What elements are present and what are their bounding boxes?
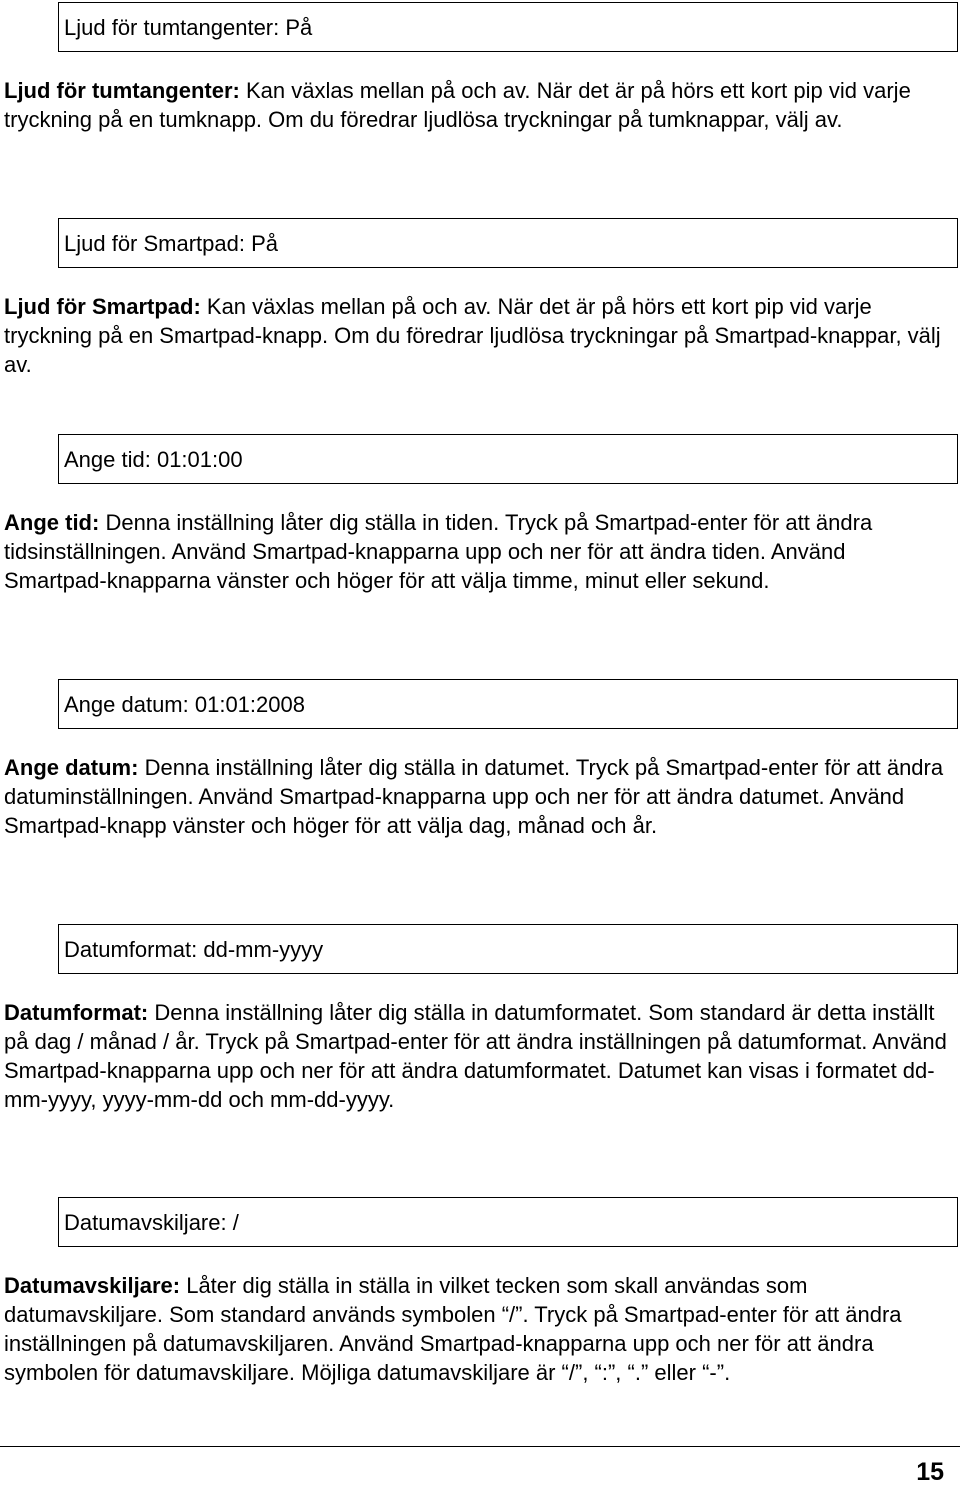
term-date-format: Datumformat:: [4, 1000, 149, 1025]
text-date-separator: Låter dig ställa in ställa in vilket tecken som skall användas som datumavskiljare. Som standard används symbolen “/”. Tryck på Smartpad-enter för att ändra inställningen på datumavskiljaren. Använd Smartpad-knapparna upp och ner för att ändra symbolen för datumavskiljare. Möjliga datumavskiljare är “/”, “:”, “.” eller “-”.: [4, 1273, 902, 1385]
description-smartpad-sound: [4, 292, 954, 379]
term-set-time: Ange tid:: [4, 510, 100, 535]
term-smartpad-sound: Ljud för Smartpad:: [4, 294, 201, 319]
footer-rule: [0, 1446, 960, 1447]
term-set-date: Ange datum:: [4, 755, 139, 780]
term-date-separator: Datumavskiljare:: [4, 1273, 181, 1298]
text-set-date: Denna inställning låter dig ställa in datumet. Tryck på Smartpad-enter för att ändra datuminställningen. Använd Smartpad-knapparna upp och ner för att ändra datumet. Använd Smartpad-knapp vänster och höger för att välja dag, månad och år.: [4, 755, 944, 838]
text-set-time: Denna inställning låter dig ställa in tiden. Tryck på Smartpad-enter för att ändra tidsinställningen. Använd Smartpad-knapparna upp och ner för att ändra tiden. Använd Smartpad-knapparna vänster och höger för att välja timme, minut eller sekund.: [4, 510, 873, 593]
setting-box-smartpad-sound: Ljud för Smartpad: På: [58, 218, 958, 268]
text-smartpad-sound: Kan växlas mellan på och av. När det är på hörs ett kort pip vid varje tryckning på en Smartpad-knapp. Om du föredrar ljudlösa tryckningar på Smartpad-knappar, välj av.: [4, 294, 941, 377]
setting-box-date-separator: Datumavskiljare: /: [58, 1197, 958, 1247]
setting-box-thumb-sound: Ljud för tumtangenter: På: [58, 2, 958, 52]
description-date-separator: [4, 1271, 954, 1387]
term-thumb-sound: Ljud för tumtangenter:: [4, 78, 240, 103]
setting-box-date-format: Datumformat: dd-mm-yyyy: [58, 924, 958, 974]
text-thumb-sound: Kan växlas mellan på och av. När det är på hörs ett kort pip vid varje tryckning på en tumknapp. Om du föredrar ljudlösa tryckningar på tumknappar, välj av.: [4, 78, 911, 132]
description-thumb-sound: [4, 76, 954, 134]
setting-box-set-date: Ange datum: 01:01:2008: [58, 679, 958, 729]
description-set-date: [4, 753, 954, 840]
text-date-format: Denna inställning låter dig ställa in datumformatet. Som standard är detta inställt på dag / månad / år. Tryck på Smartpad-enter för att ändra inställningen på datumformat. Använd Smartpad-knapparna upp och ner för att ändra datumformatet. Datumet kan visas i formatet dd-mm-yyyy, yyyy-mm-dd och mm-dd-yyyy.: [4, 1000, 947, 1112]
description-set-time: [4, 508, 954, 595]
description-date-format: [4, 998, 954, 1114]
setting-box-set-time: Ange tid: 01:01:00: [58, 434, 958, 484]
page-number: 15: [916, 1458, 944, 1486]
